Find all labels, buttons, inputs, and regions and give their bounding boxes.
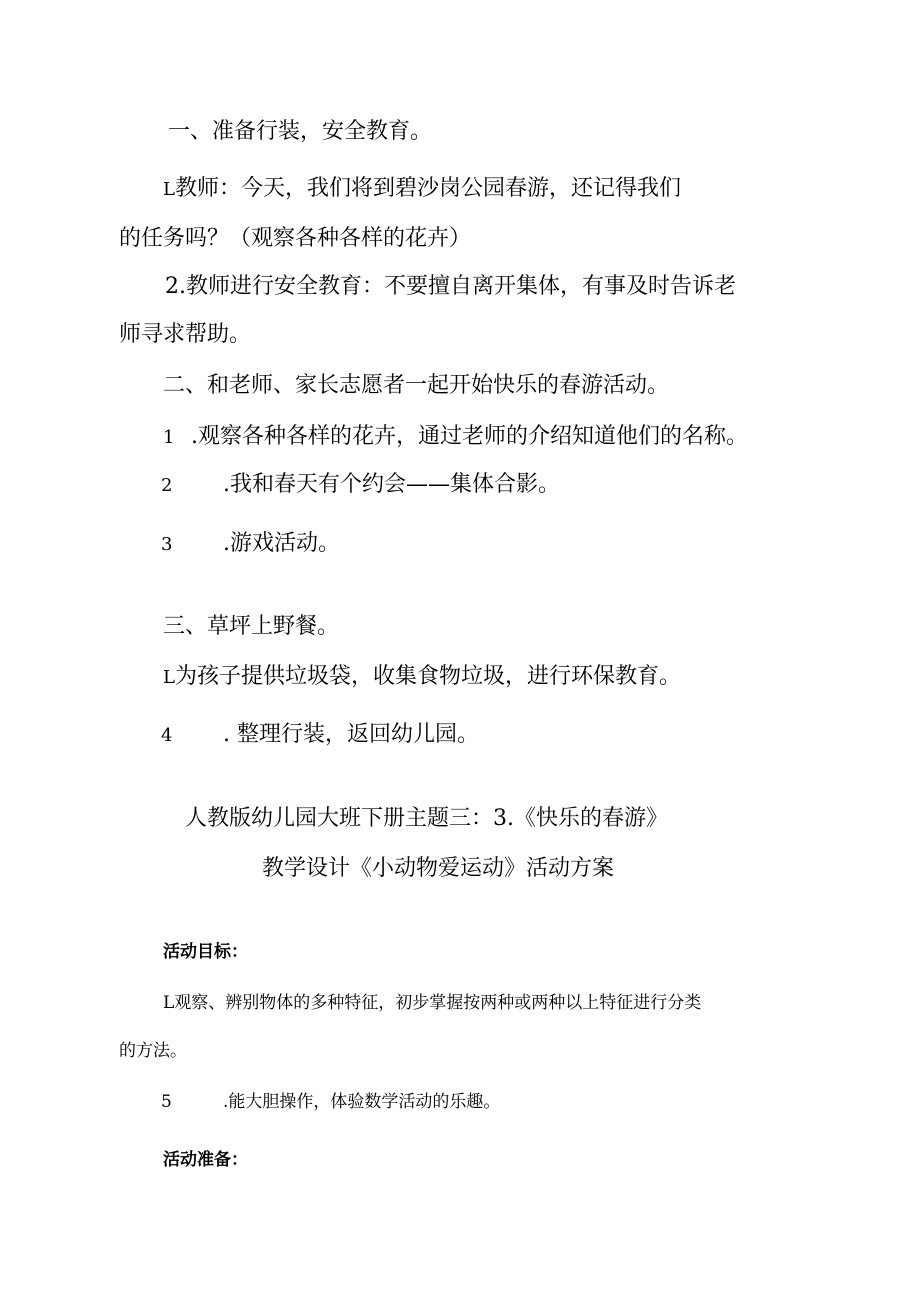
item-prefix: L [163, 179, 175, 200]
document-title-line2: 教学设计《小动物爱运动》活动方案 [262, 856, 615, 881]
section2-item-3 [161, 533, 340, 555]
section2-heading: 二、和老师、家长志愿者一起开始快乐的春游活动。 [163, 373, 670, 398]
section1-item2-line1: 2.教师进行安全教育：不要擅自离开集体，有事及时告诉老 [165, 274, 736, 299]
item-text: .我和春天有个约会——集体合影。 [223, 472, 560, 497]
activity-goal1-line2: 的方法。 [119, 1041, 187, 1061]
activity-goals-label: 活动目标： [163, 942, 248, 962]
section1-item1-line2: 的任务吗？（观察各种各样的花卉） [119, 226, 472, 251]
activity-goal2 [161, 1094, 500, 1111]
item-text: 为孩子提供垃圾袋，收集食物垃圾，进行环保教育。 [174, 664, 681, 689]
activity-goal1-line1 [163, 995, 701, 1012]
section2-item-2 [161, 474, 560, 496]
item-number: 1 [163, 427, 175, 448]
activity-prep-label: 活动准备： [163, 1150, 248, 1170]
item-text: . 整理行装，返回幼儿园。 [223, 722, 479, 747]
section2-item-1 [163, 426, 748, 448]
item-prefix: L [163, 993, 175, 1013]
item-number: 5 [161, 1092, 172, 1112]
item-number: 2 [161, 475, 173, 496]
item-prefix: L [163, 667, 175, 688]
section3-item-2 [161, 724, 479, 746]
section3-item-1 [163, 666, 681, 688]
item-text: 教师：今天，我们将到碧沙岗公园春游，还记得我们 [174, 176, 681, 201]
document-title-line1: 人教版幼儿园大班下册主题三：3.《快乐的春游》 [185, 806, 668, 831]
item-text: .观察各种各样的花卉，通过老师的介绍知道他们的名称。 [191, 424, 748, 449]
section1-item1-line1 [163, 178, 681, 200]
section1-heading: 一、准备行装，安全教育。 [168, 119, 433, 144]
item-number: 3 [161, 534, 173, 555]
item-text: .游戏活动。 [223, 531, 340, 556]
item-text: .能大胆操作，体验数学活动的乐趣。 [223, 1092, 501, 1112]
section1-item2-line2: 师寻求帮助。 [119, 322, 252, 347]
section3-heading: 三、草坪上野餐。 [163, 614, 340, 639]
item-number: 4 [161, 725, 173, 746]
item-text: 观察、辨别物体的多种特征，初步掌握按两种或两种以上特征进行分类 [174, 993, 702, 1013]
